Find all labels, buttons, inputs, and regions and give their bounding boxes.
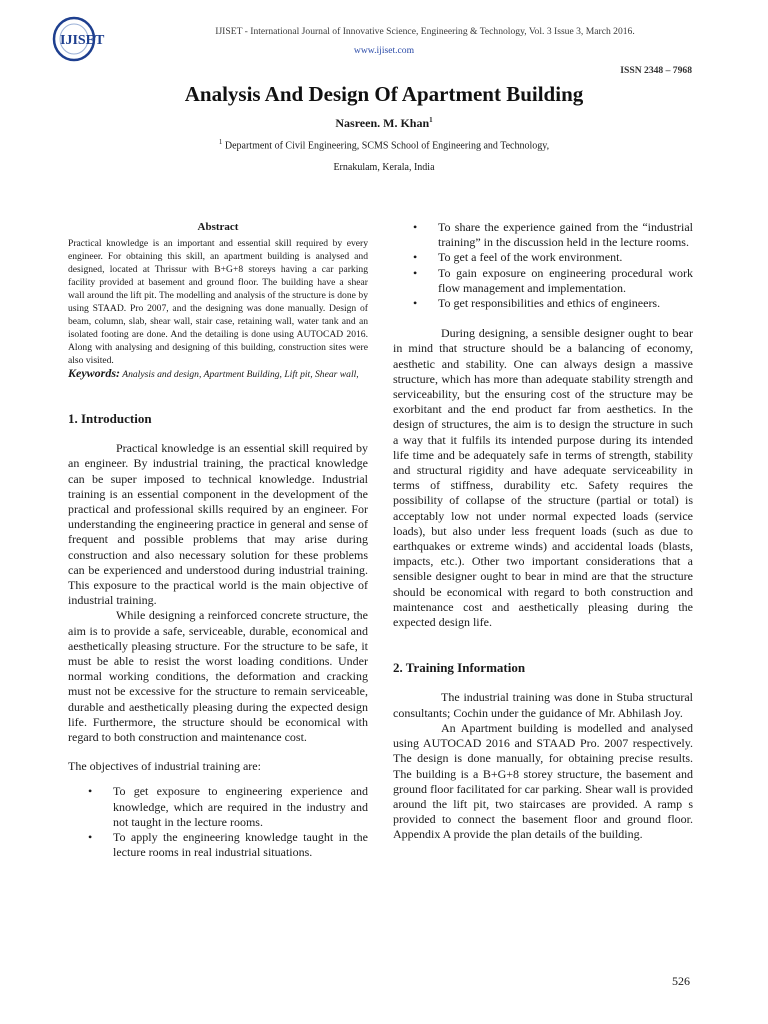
bullet: • [413,265,418,280]
page-number: 526 [672,974,690,988]
training-paragraph-1: The industrial training was done in Stuba structural consultants; Cochin under the guidance of Mr. Abhilash Joy. [393,690,693,720]
objectives-intro: The objectives of industrial training are: [68,759,261,774]
paper-title: Analysis And Design Of Apartment Building [184,82,584,106]
training-paragraph-2: An Apartment building is modelled and analysed using AUTOCAD 2016 and STAAD Pro. 2007 respectively. The design is done manually, for obtaining precise results. The building is a B+G+8 storey structure, the basement and ground floor facilitated for car parking. Shear wall is provided around the lift pit, two staircases are provided. A ramp s provided to connect the basement floor and ground floor. Appendix A provide the plan details of the building. [393,720,693,842]
list-item [393,220,693,250]
author-sup: 1 [429,116,433,124]
journal-header: IJISET - International Journal of Innovative Science, Engineering & Technology, Vol. 3 Issue 3, March 2016. [215,26,635,37]
intro-paragraph-1: Practical knowledge is an essential skill required by an engineer. By industrial training, the practical knowledge can be super imposed to technical knowledge. Industrial training is an essential component in the development of the practical and professional skills required by an engineer. For understanding the engineering practice in general and sense of frequent and possible problems that may arise during construction and also necessary solution for these problems can be experienced and understood during industrial training. This exposure to the practical world is the main objective of industrial training. [68,441,368,608]
list-item [68,830,368,860]
issn: ISSN 2348 – 7968 [620,65,692,76]
bullet: • [88,784,93,799]
list-item [68,784,368,830]
logo-text: IJISET [60,33,105,48]
intro-paragraph-2: While designing a reinforced concrete structure, the aim is to provide a safe, serviceable, durable, economical and aesthetically pleasing structure. For the structure to be safe, it must be able to resist the worst loading conditions. Under normal working conditions, the deformation and cracking must not be excessive for the structure to remain serviceable, durable and aesthetically pleasing during the expected design life. Furthermore, the structure should be economical with regard to both construction and maintenance cost. [68,608,368,745]
author-name: Nasreen. M. Khan [335,116,430,130]
training-heading: 2. Training Information [393,660,526,676]
bullet: • [413,250,418,265]
ijiset-logo [48,14,130,64]
abstract-heading: Abstract [197,221,239,233]
right-column [393,220,693,843]
affiliation-text: Department of Civil Engineering, SCMS School of Engineering and Technology, [222,140,550,152]
intro-paragraph-3: During designing, a sensible designer ought to bear in mind that structure should be a balancing of economy, aesthetic and stability. One can always design a massive structure, which has more than adequate stability strength and serviceability, but the ensuring cost of the structure may be exorbitant and the end product far from aesthetics. In the design of structures, the aim is to design the structure in such a way that it fulfils its intended purpose during its intended life time and be adequately safe in terms of strength, stability and structural rigidity and have adequate serviceability in terms of stiffness, durability etc. Safety requires the possibility of collapse of the structure (partial or total) is acceptably low not under normal expected loads (service loads), but also under less frequent loads (such as due to earthquakes or extreme winds) and accidental loads (blasts, impacts, etc.). Other two important considerations that a sensible designer ought to bear in mind are that the structure should be economical with regard to both construction and maintenance cost and aesthetically pleasing during the expected design life. [393,326,693,630]
list-item [393,250,693,265]
affiliation-sup: 1 [218,138,223,146]
bullet: • [413,220,418,234]
list-item [393,296,693,311]
left-column [68,220,368,860]
objectives-list-right [393,220,693,311]
objectives-list-left [68,784,368,860]
list-item [393,266,693,296]
list-item-text: To share the experience gained from the “industrial training” in the discussion held in the lecture rooms. [438,220,693,250]
keywords-text: Analysis and design, Apartment Building, Lift pit, Shear wall, [120,369,359,380]
website-link[interactable]: www.ijiset.com [353,45,415,56]
list-item-text: To apply the engineering knowledge taught in the lecture rooms in real industrial situations. [113,830,368,860]
list-item-text: To get exposure to engineering experience and knowledge, which are required in the industry and not taught in the lecture rooms. [113,784,368,829]
keywords [68,367,368,381]
abstract-text: Practical knowledge is an important and essential skill required by every engineer. For obtaining this skill, an apartment building is analysed and designed, located at Thrissur with B+G+8 storeys having a car parking facility provided at basement and ground floor. The building have a shear wall around the lift pit. The modelling and analysis of the structure is done by using STAAD. Pro 2007, and the designing was done manually. Design of beam, column, slab, shear wall, stair case, retaining wall, water tank and an isolated footing are done. And the detailing is done using AUTOCAD 2016. Along with analysing and designing of this building, construction sites were also visited. [68,238,368,366]
author [0,116,768,131]
bullet: • [413,296,418,311]
keywords-label: Keywords: [68,366,120,380]
introduction-heading: 1. Introduction [68,411,152,426]
affiliation-line2: Ernakulam, Kerala, India [333,162,435,173]
affiliation-line1 [0,138,768,151]
list-item-text: To gain exposure on engineering procedural work flow management and implementation. [438,265,693,295]
list-item-text: To get a feel of the work environment. [438,250,623,265]
bullet: • [88,830,93,845]
list-item-text: To get responsibilities and ethics of engineers. [438,296,661,311]
